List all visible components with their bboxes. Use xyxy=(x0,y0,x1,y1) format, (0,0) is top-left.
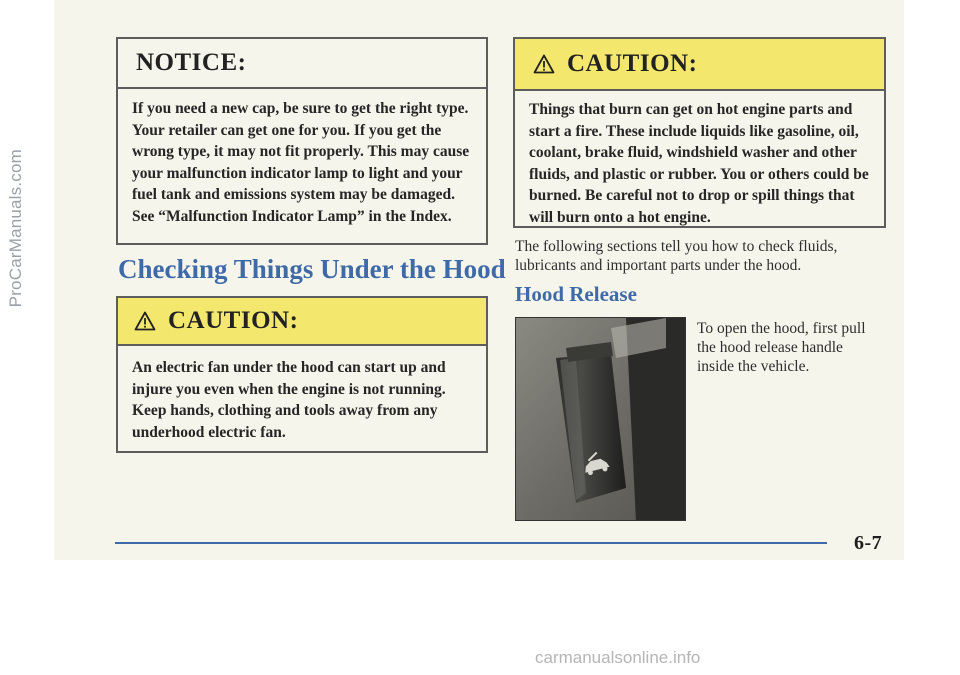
page-number: 6-7 xyxy=(854,532,883,554)
caution-fire-title: CAUTION: xyxy=(567,50,698,77)
notice-title: NOTICE: xyxy=(136,49,247,76)
footer-rule xyxy=(115,542,827,544)
notice-box xyxy=(116,37,488,245)
hood-release-heading: Hood Release xyxy=(515,282,637,306)
notice-body: If you need a new cap, be sure to get the right type. Your retailer can get one for you. If you get the wrong type, it may not fit properly. This may cause your malfunction indicator lamp to light and your fuel tank and emissions system may be damaged. See “Malfunction Indicator Lamp” in the Index. xyxy=(132,100,470,225)
caution-fire-body: Things that burn can get on hot engine parts and start a fire. These include liquids like gasoline, oil, coolant, brake fluid, windshield washer and other fluids, and plastic or rubber. You or others could be burned. Be careful not to drop or spill things that will burn onto a hot engine. xyxy=(529,101,869,226)
footer-watermark: carmanualsonline.info xyxy=(535,648,701,667)
hood-release-photo xyxy=(515,317,686,521)
hood-release-handle-illustration xyxy=(516,318,686,521)
caution-fire-box xyxy=(513,37,886,228)
caution-fan-header xyxy=(118,298,486,346)
caution-fan-title: CAUTION: xyxy=(168,307,299,334)
caution-fire-header xyxy=(515,39,884,91)
side-watermark-text: ProCarManuals.com xyxy=(6,148,25,308)
warning-triangle-icon xyxy=(533,54,555,74)
intro-paragraph: The following sections tell you how to check fluids, lubricants and important parts under the hood. xyxy=(515,238,838,274)
hood-release-paragraph: To open the hood, first pull the hood release handle inside the vehicle. xyxy=(697,320,866,375)
side-watermark xyxy=(2,18,30,438)
notice-header xyxy=(118,39,486,89)
caution-fan-body: An electric fan under the hood can start up and injure you even when the engine is not running. Keep hands, clothing and tools away from any underhood electric fan. xyxy=(132,359,446,441)
caution-fan-box xyxy=(116,296,488,453)
section-heading: Checking Things Under the Hood xyxy=(118,254,506,284)
warning-triangle-icon xyxy=(134,311,156,331)
